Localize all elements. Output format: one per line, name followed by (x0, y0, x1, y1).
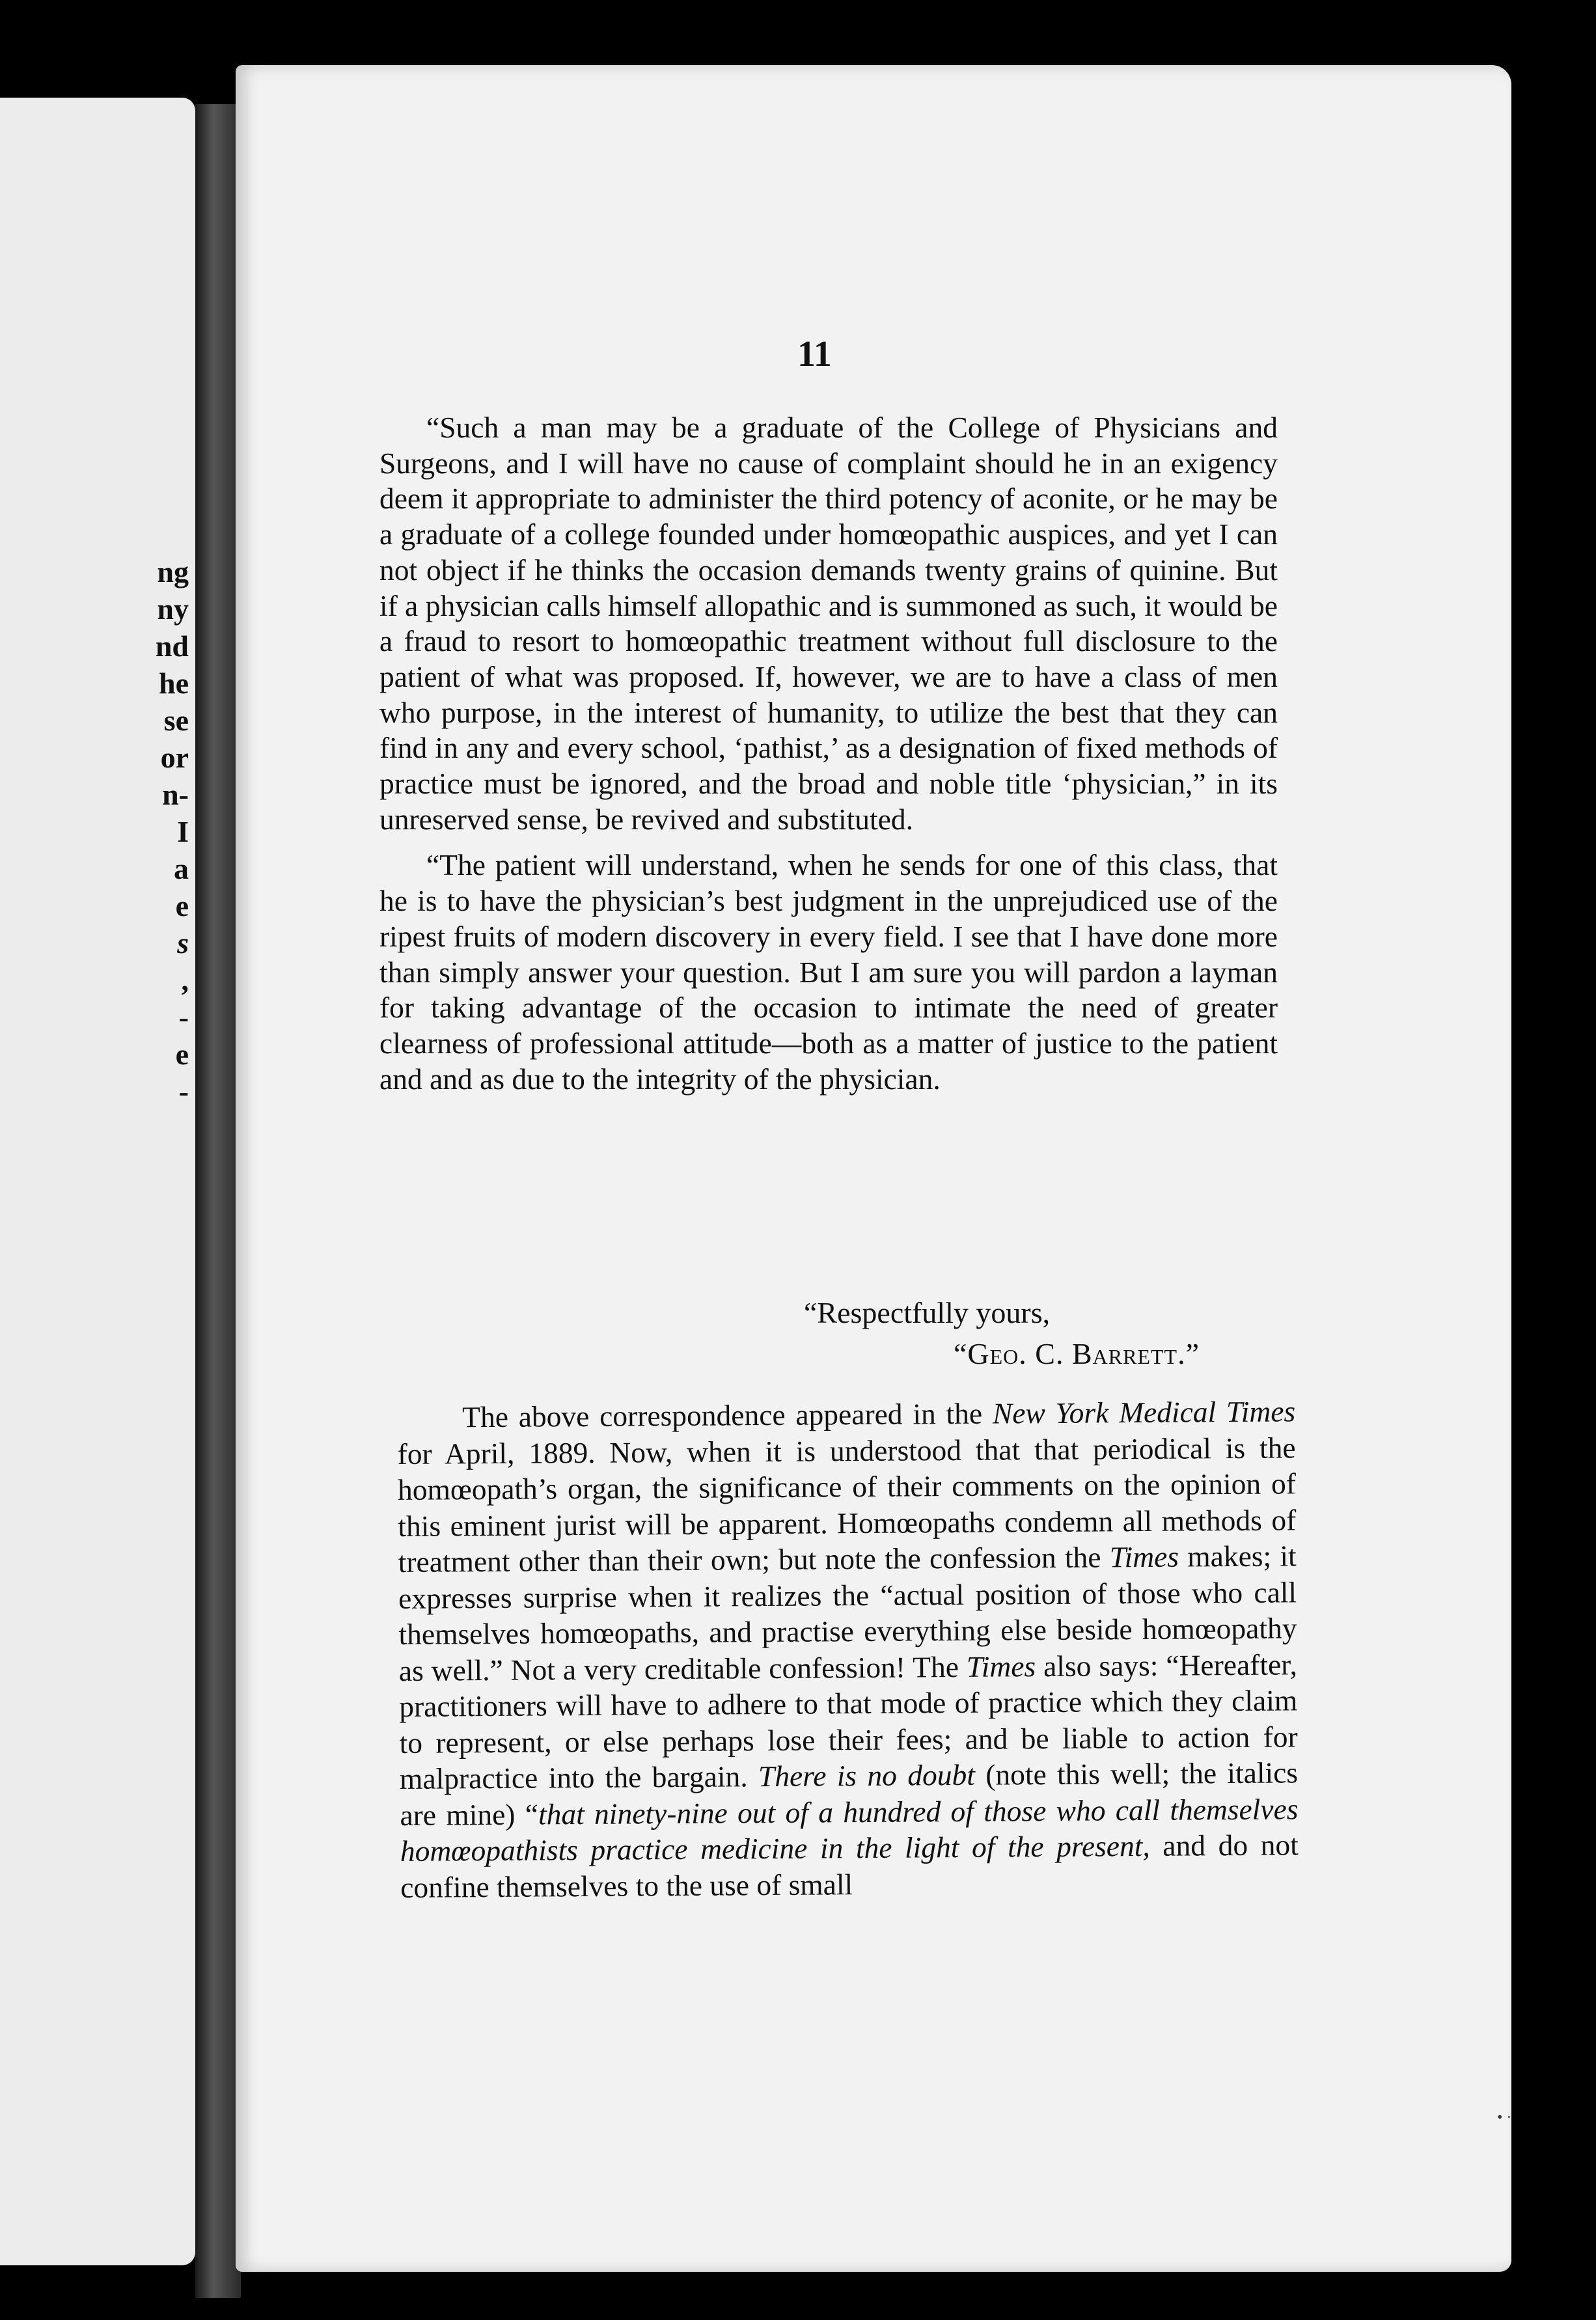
left-fragment: - (178, 1001, 189, 1034)
left-fragment: he (159, 667, 189, 700)
paper-speck-marks: • · (1497, 2109, 1512, 2126)
commentary-italic-text: that ninety-nine out of a hundred of those who call themselves homœopathists practice medicine in the light of the present, (400, 1791, 1299, 1868)
commentary-italic-text: New York Medical Times (992, 1394, 1296, 1430)
commentary-paragraph (397, 1393, 1299, 1905)
left-page-text-fragments (156, 553, 189, 1110)
book-page (236, 65, 1511, 2272)
left-page (0, 98, 195, 2265)
left-fragment: nd (155, 629, 189, 663)
commentary-text: also says: “Hereafter, practitioners will have to adhere to that mode of practice which they claim to represent, or else perhaps lose their fees; and be liable to action for malpractice into the bargain. (399, 1647, 1298, 1795)
left-fragment: s (177, 926, 189, 960)
commentary-body (397, 1393, 1299, 1905)
left-fragment: ng (157, 555, 189, 588)
letter-paragraph: “The patient will understand, when he sends for one of this class, that he is to have the physician’s best judgment in the unprejudiced use of the ripest fruits of modern discovery in every field. I see that I have done more than simply answer your question. But I am sure you will pardon a layman for taking advantage of the occasion to intimate the need of greater clearness of professional attitude—both as a matter of justice to the patient and and as due to the integrity of the physician. (379, 848, 1278, 1096)
commentary-text: The above correspondence appeared in the (462, 1396, 993, 1434)
letter-closing: “Respectfully yours, (804, 1296, 1051, 1329)
commentary-text: for April, 1889. Now, when it is understood that that periodical is the homœopath’s organ, the significance of their comments on the opinion of this eminent jurist will be apparent. Homœopaths condemn all methods of treatment other than their own; but note the confession the (397, 1430, 1297, 1579)
letter-signature: “Geo. C. Barrett.” (954, 1337, 1200, 1370)
left-fragment: , (181, 963, 189, 997)
left-fragment: e (175, 1038, 189, 1071)
page-number: 11 (797, 334, 832, 374)
left-fragment: or (160, 741, 189, 774)
book-spine-shadow (195, 104, 241, 2298)
left-fragment: - (178, 1075, 189, 1108)
commentary-italic-text: There is no doubt (758, 1758, 976, 1793)
left-fragment: ny (157, 592, 189, 626)
left-fragment: n- (162, 778, 189, 811)
letter-body (379, 410, 1278, 1097)
commentary-text: and do not confine themselves to the use of small (400, 1828, 1299, 1904)
commentary-text: (note this well; the italics are mine) “ (400, 1756, 1299, 1832)
left-fragment: I (177, 815, 189, 848)
commentary-italic-text: Times (1109, 1540, 1179, 1574)
commentary-text: makes; it expresses surprise when it realizes the “actual position of those who call themselves homœopaths, and practise everything else beside homœopathy as well.” Not a very creditable confession! The (398, 1539, 1297, 1687)
letter-paragraph: “Such a man may be a graduate of the College of Physicians and Surgeons, and I will have no cause of complaint should he in an exigency deem it appropriate to administer the third potency of aconite, or he may be a graduate of a college founded under homœopathic auspices, and yet I can not object if he thinks the occasion demands twenty grains of quinine. But if a physician calls himself allopathic and is summoned as such, it would be a fraud to resort to homœopathic treatment without full disclosure to the patient of what was proposed. If, however, we are to have a class of men who purpose, in the interest of humanity, to utilize the best that they can find in any and every school, ‘pathist,’ as a designation of fixed methods of practice must be ignored, and the broad and noble title ‘physician,” in its unreserved sense, be revived and substituted. (379, 411, 1278, 836)
left-fragment: e (175, 889, 189, 922)
left-fragment: se (163, 704, 189, 737)
commentary-italic-text: Times (966, 1649, 1036, 1683)
left-fragment: a (174, 852, 189, 885)
